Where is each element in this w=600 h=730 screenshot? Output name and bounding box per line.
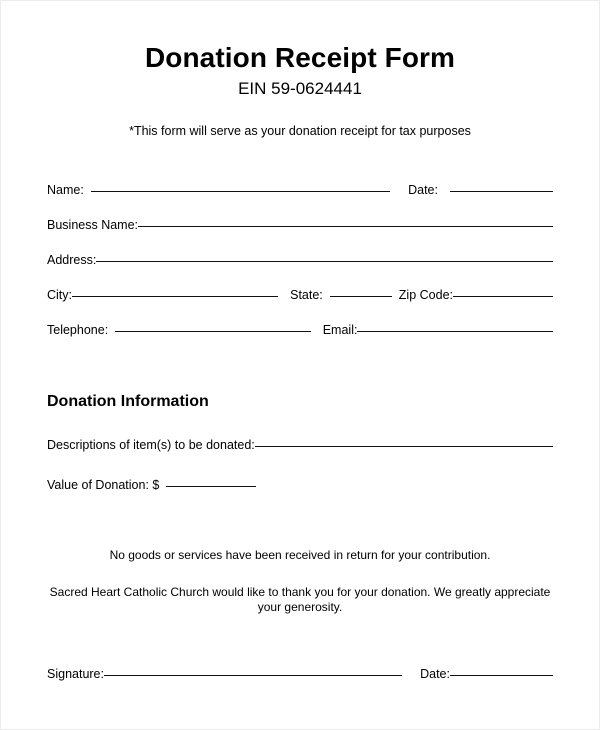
donation-information-heading: Donation Information bbox=[47, 393, 209, 411]
telephone-email-row bbox=[47, 323, 553, 337]
telephone-label: Telephone: bbox=[47, 323, 109, 338]
email-label: Email: bbox=[322, 323, 358, 338]
zip-code-input-line[interactable] bbox=[453, 296, 553, 297]
email-input-line[interactable] bbox=[357, 331, 553, 332]
telephone-input-line[interactable] bbox=[115, 331, 311, 332]
form-body bbox=[1, 183, 599, 680]
value-of-donation-row bbox=[47, 478, 553, 492]
city-input-line[interactable] bbox=[72, 296, 278, 297]
thank-you-statement: Sacred Heart Catholic Church would like to thank you for your donation. We greatly appreciate your generosity. bbox=[49, 584, 551, 614]
address-label: Address: bbox=[47, 253, 97, 268]
signature-date-label: Date: bbox=[420, 666, 450, 681]
state-input-line[interactable] bbox=[330, 296, 392, 297]
tax-purpose-note: *This form will serve as your donation receipt for tax purposes bbox=[129, 124, 471, 139]
signature-input-line[interactable] bbox=[104, 675, 402, 676]
business-name-row bbox=[47, 218, 553, 232]
signature-date-input-line[interactable] bbox=[450, 675, 553, 676]
ein-number: EIN 59-0624441 bbox=[238, 78, 362, 98]
description-label: Descriptions of item(s) to be donated: bbox=[47, 437, 255, 452]
business-name-input-line[interactable] bbox=[138, 226, 553, 227]
business-name-label: Business Name: bbox=[47, 218, 139, 233]
description-input-line[interactable] bbox=[255, 446, 553, 447]
name-input-line[interactable] bbox=[91, 191, 390, 192]
name-label: Name: bbox=[47, 183, 84, 198]
date-label: Date: bbox=[408, 183, 438, 198]
page-title: Donation Receipt Form bbox=[144, 42, 456, 73]
state-label: State: bbox=[290, 288, 323, 303]
signature-date-row bbox=[47, 667, 553, 681]
value-of-donation-label: Value of Donation: $ bbox=[47, 477, 160, 492]
signature-label: Signature: bbox=[47, 666, 104, 681]
date-input-line[interactable] bbox=[450, 191, 553, 192]
address-input-line[interactable] bbox=[96, 261, 553, 262]
name-date-row bbox=[47, 183, 553, 197]
description-row bbox=[47, 438, 553, 452]
city-label: City: bbox=[47, 288, 72, 303]
form-header bbox=[1, 1, 599, 139]
address-row bbox=[47, 253, 553, 267]
city-state-zip-row bbox=[47, 288, 553, 302]
no-goods-statement: No goods or services have been received in return for your contribution. bbox=[109, 547, 491, 562]
zip-code-label: Zip Code: bbox=[398, 288, 453, 303]
value-of-donation-input-line[interactable] bbox=[166, 486, 256, 487]
